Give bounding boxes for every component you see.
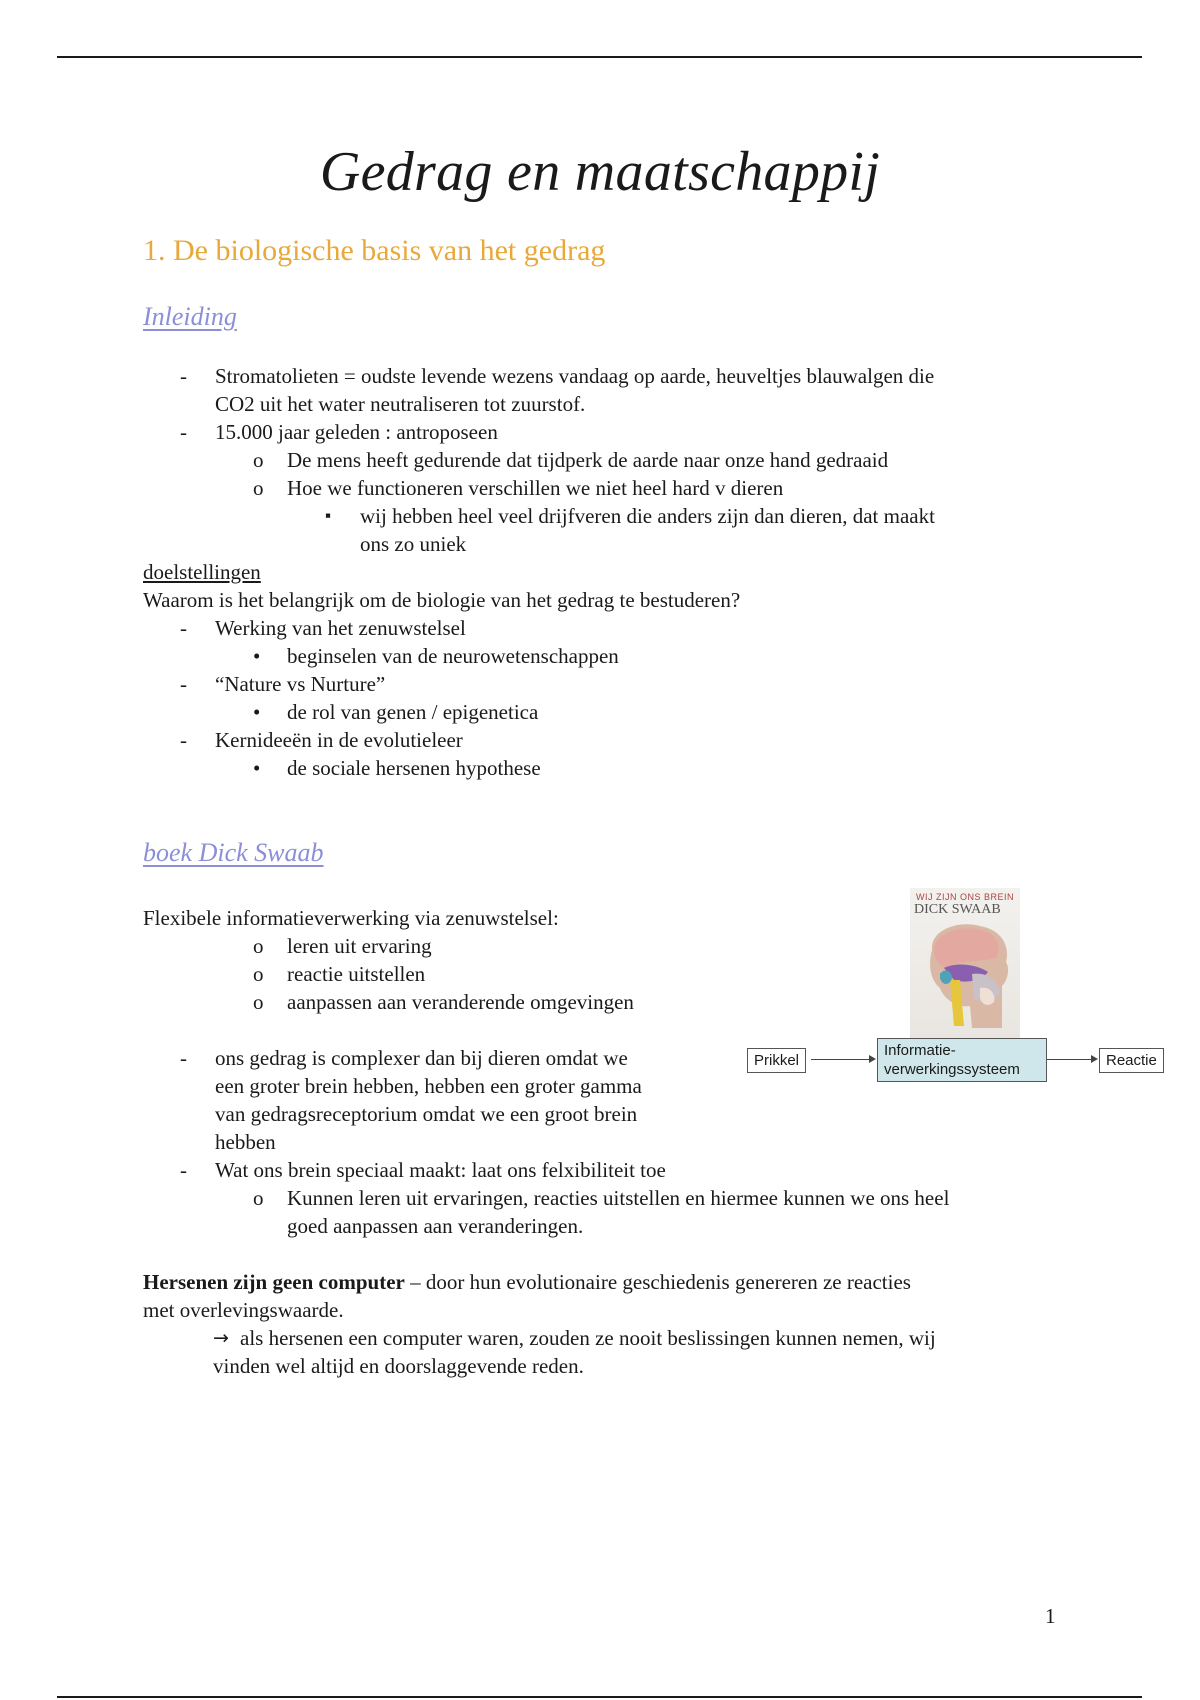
list-item: hebben <box>215 1130 276 1154</box>
book-cover-subtitle: WIJ ZIJN ONS BREIN <box>916 892 1015 902</box>
arrow-head-icon <box>869 1055 876 1063</box>
swaab-figure <box>735 888 1175 1108</box>
computer-arrow-line2: vinden wel altijd en doorslaggevende reden. <box>213 1354 584 1378</box>
list-item: “Nature vs Nurture” <box>215 672 386 696</box>
section-heading-inleiding: Inleiding <box>143 302 237 331</box>
dash-marker: - <box>180 364 187 388</box>
dash-marker: - <box>180 728 187 752</box>
list-item: een groter brein hebben, hebben een groter gamma <box>215 1074 642 1098</box>
list-item: van gedragsreceptorium omdat we een groot brein <box>215 1102 638 1126</box>
circle-marker: o <box>253 1186 264 1210</box>
computer-bold-term: Hersenen zijn geen computer <box>143 1270 405 1294</box>
list-item: ons zo uniek <box>360 532 467 556</box>
list-item: de sociale hersenen hypothese <box>287 756 541 780</box>
circle-marker: o <box>253 934 264 958</box>
book-cover-author: DICK SWAAB <box>914 902 1001 917</box>
flow-box-processing-line2: verwerkingssysteem <box>884 1061 1020 1078</box>
dot-marker: • <box>253 644 261 668</box>
flow-box-stimulus: Prikkel <box>747 1048 806 1073</box>
flow-box-response: Reactie <box>1099 1048 1164 1073</box>
doelstellingen-question: Waarom is het belangrijk om de biologie van het gedrag te bestuderen? <box>143 588 741 612</box>
list-item: goed aanpassen aan veranderingen. <box>287 1214 584 1238</box>
doelstellingen-heading: doelstellingen <box>143 560 261 584</box>
list-item: ons gedrag is complexer dan bij dieren omdat we <box>215 1046 628 1070</box>
list-item: Hoe we functioneren verschillen we niet heel hard v dieren <box>287 476 784 500</box>
list-item: leren uit ervaring <box>287 934 432 958</box>
flow-arrow <box>1047 1059 1093 1060</box>
dot-marker: • <box>253 700 261 724</box>
footer-rule <box>57 1696 1142 1698</box>
chapter-heading: 1. De biologische basis van het gedrag <box>143 234 606 267</box>
list-item: wij hebben heel veel drijfveren die anders zijn dan dieren, dat maakt <box>360 504 935 528</box>
dash-marker: - <box>180 420 187 444</box>
list-item: Kernideeën in de evolutieleer <box>215 728 463 752</box>
swaab-intro: Flexibele informatieverwerking via zenuwstelsel: <box>143 906 559 930</box>
list-item: de rol van genen / epigenetica <box>287 700 539 724</box>
flow-box-processing-line1: Informatie- <box>884 1042 956 1059</box>
computer-rest: – door hun evolutionaire geschiedenis genereren ze reacties <box>404 1270 911 1294</box>
circle-marker: o <box>253 962 264 986</box>
dot-marker: • <box>253 756 261 780</box>
list-item: Werking van het zenuwstelsel <box>215 616 466 640</box>
book-cover-image <box>910 888 1020 1038</box>
dash-marker: - <box>180 672 187 696</box>
page-number: 1 <box>1045 1604 1056 1628</box>
list-item: Wat ons brein speciaal maakt: laat ons felxibiliteit toe <box>215 1158 666 1182</box>
circle-marker: o <box>253 476 264 500</box>
square-marker: ▪ <box>325 506 332 525</box>
list-item: aanpassen aan veranderende omgevingen <box>287 990 634 1014</box>
brain-illustration <box>910 888 1020 1038</box>
section-heading-swaab: boek Dick Swaab <box>143 838 324 867</box>
computer-paragraph-line1 <box>143 1268 911 1296</box>
computer-paragraph-line2: met overlevingswaarde. <box>143 1298 344 1322</box>
header-rule <box>57 56 1142 58</box>
list-item: De mens heeft gedurende dat tijdperk de aarde naar onze hand gedraaid <box>287 448 889 472</box>
flow-box-processing <box>877 1038 1047 1082</box>
list-item: 15.000 jaar geleden : antroposeen <box>215 420 498 444</box>
arrow-head-icon <box>1091 1055 1098 1063</box>
circle-marker: o <box>253 448 264 472</box>
page-title: Gedrag en maatschappij <box>319 141 881 203</box>
dash-marker: - <box>180 616 187 640</box>
list-item: beginselen van de neurowetenschappen <box>287 644 619 668</box>
list-item: reactie uitstellen <box>287 962 426 986</box>
computer-arrow-line1: als hersenen een computer waren, zouden ze nooit beslissingen kunnen nemen, wij <box>240 1326 936 1350</box>
dash-marker: - <box>180 1158 187 1182</box>
arrow-right-icon: → <box>213 1327 229 1349</box>
list-item: Kunnen leren uit ervaringen, reacties uitstellen en hiermee kunnen we ons heel <box>287 1186 950 1210</box>
list-item: Stromatolieten = oudste levende wezens vandaag op aarde, heuveltjes blauwalgen die <box>215 364 935 388</box>
dash-marker: - <box>180 1046 187 1070</box>
list-item: CO2 uit het water neutraliseren tot zuurstof. <box>215 392 586 416</box>
circle-marker: o <box>253 990 264 1014</box>
flow-arrow <box>811 1059 871 1060</box>
